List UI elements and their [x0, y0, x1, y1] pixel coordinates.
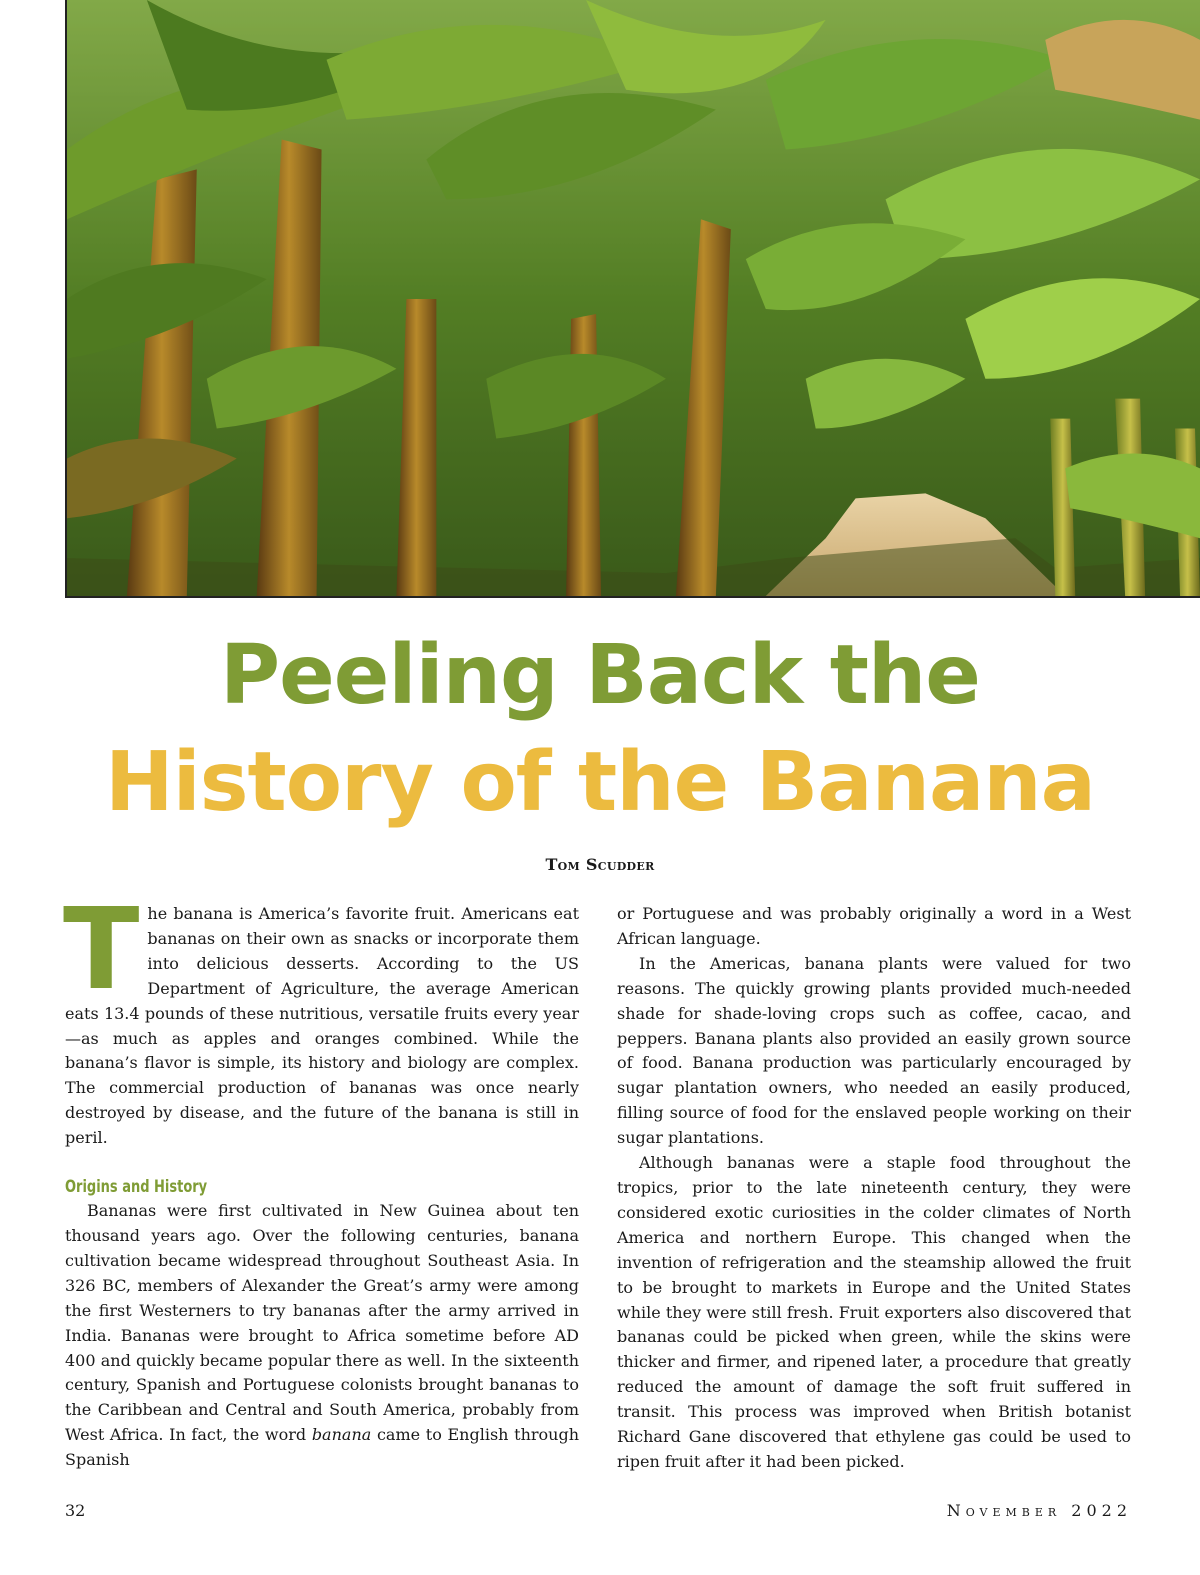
intro-paragraph [63, 885, 579, 1151]
article-title-line-2: History of the Banana [104, 735, 1096, 830]
author-byline: Tom Scudder [545, 855, 655, 874]
body-paragraph-3: Although bananas were a staple food throughout the tropics, prior to the late nineteenth century, they were considered exotic curiosities in the colder climates of North America and northern Europe. This changed when the invention of refrigeration and the steamship allowed the fruit to be brought to markets in Europe and the United States while they were still fresh. Fruit exporters also discovered that bananas could be picked when green, while the skins were thicker and firmer, and ripened later, a procedure that greatly reduced the amount of damage the soft fruit suffered in transit. This process was improved when British botanist Richard Gane discovered that ethylene gas could be used to ripen fruit after it had been picked. [617, 1153, 1131, 1471]
banana-plantation-photo [65, 0, 1200, 598]
right-column [617, 902, 1131, 1475]
page-number: 32 [65, 1501, 86, 1520]
intro-text: he banana is America’s favorite fruit. Americans eat bananas on their own as snacks or incorporate them into delicious desserts. According to the US Department of Agriculture, the average American eats 13.4 pounds of these nutritious, versatile fruits every year—as much as apples and oranges combined. While the banana’s flavor is simple, its history and biology are complex. The commercial production of bananas was once nearly destroyed by disease, and the future of the banana is still in peril. [65, 904, 579, 1148]
section-heading: Origins and History [65, 1177, 208, 1198]
issue-date: November 2022 [946, 1501, 1132, 1520]
italic-word-banana: banana [311, 1425, 372, 1445]
body-paragraph-1 [65, 1199, 579, 1473]
drop-cap: T [63, 885, 140, 1015]
article-title-line-1: Peeling Back the [220, 628, 980, 723]
left-column [63, 885, 580, 1473]
body-paragraph-1-text: Bananas were first cultivated in New Guinea about ten thousand years ago. Over the following centuries, banana cultivation became widespread throughout Southeast Asia. In 326 BC, members of Alexander the Great’s army were among the first Westerners to try bananas after the army arrived in India. Bananas were brought to Africa sometime before AD 400 and quickly became popular there as well. In the sixteenth century, Spanish and Portuguese colonists brought bananas to the Caribbean and Central and South America, probably from West Africa. In fact, the word [65, 1201, 579, 1445]
body-paragraph-1-tail: came to English through Spanish [65, 1425, 580, 1470]
body-paragraph-1-continued: or Portuguese and was probably originally a word in a West African language. [617, 904, 1131, 948]
body-paragraph-2: In the Americas, banana plants were valued for two reasons. The quickly growing plants provided much-needed shade for shade-loving crops such as coffee, cacao, and peppers. Banana plants also provided an easily grown source of food. Banana production was particularly encouraged by sugar plantation owners, who needed an easily produced, filling source of food for the enslaved people working on their sugar plantations. [617, 953, 1131, 1148]
